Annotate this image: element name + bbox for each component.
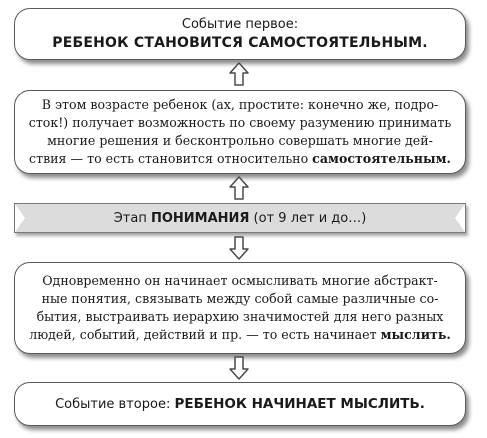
event-one-box bbox=[14, 8, 466, 60]
stage-label bbox=[114, 211, 367, 226]
description-one-line-4-plain: ствия — то есть становится относительно bbox=[29, 151, 313, 166]
description-one-line-4 bbox=[29, 150, 451, 168]
down-arrow-icon bbox=[229, 236, 249, 260]
description-one-box bbox=[14, 90, 466, 174]
event-two-text bbox=[55, 396, 425, 412]
event-two-box bbox=[14, 382, 466, 426]
description-two-line-4-plain: людей, событий, действий и пр. — то есть начинает bbox=[29, 327, 381, 342]
stage-prefix: Этап bbox=[113, 210, 151, 226]
description-two-line-2: ные понятия, связывать между собой самые различные со- bbox=[41, 291, 439, 306]
description-two-line-3: бытия, выстраивать иерархию значимостей для него разных bbox=[36, 309, 444, 324]
up-arrow-icon bbox=[229, 176, 249, 200]
description-one-line-1: В этом возрасте ребенок (ах, простите: конечно же, подро- bbox=[41, 97, 439, 112]
description-two-line-1: Одновременно он начинает осмысливать многие абстракт- bbox=[42, 273, 438, 288]
stage-banner bbox=[14, 203, 466, 233]
description-one-line-3: многие решения и бесконтрольно совершать многие дей- bbox=[47, 133, 433, 148]
event-two-lead: Событие второе: bbox=[55, 397, 175, 412]
event-two-title: РЕБЕНОК НАЧИНАЕТ МЫСЛИТЬ. bbox=[174, 396, 425, 412]
description-one-line-2: сток!) получает возможность по своему разумению принимать bbox=[28, 115, 452, 130]
description-two-line-4 bbox=[29, 326, 451, 344]
event-one-title: РЕБЕНОК СТАНОВИТСЯ САМОСТОЯТЕЛЬНЫМ. bbox=[52, 35, 428, 51]
description-two-box bbox=[14, 262, 466, 354]
description-one-line-4-bold: самостоятельным. bbox=[312, 151, 451, 166]
description-two-line-4-bold: мыслить. bbox=[380, 327, 451, 342]
event-one-lead: Событие первое: bbox=[181, 17, 299, 32]
down-arrow-icon bbox=[229, 356, 249, 380]
stage-name: ПОНИМАНИЯ bbox=[150, 210, 250, 226]
up-arrow-icon bbox=[229, 62, 249, 86]
stage-suffix: (от 9 лет и до…) bbox=[249, 210, 367, 226]
